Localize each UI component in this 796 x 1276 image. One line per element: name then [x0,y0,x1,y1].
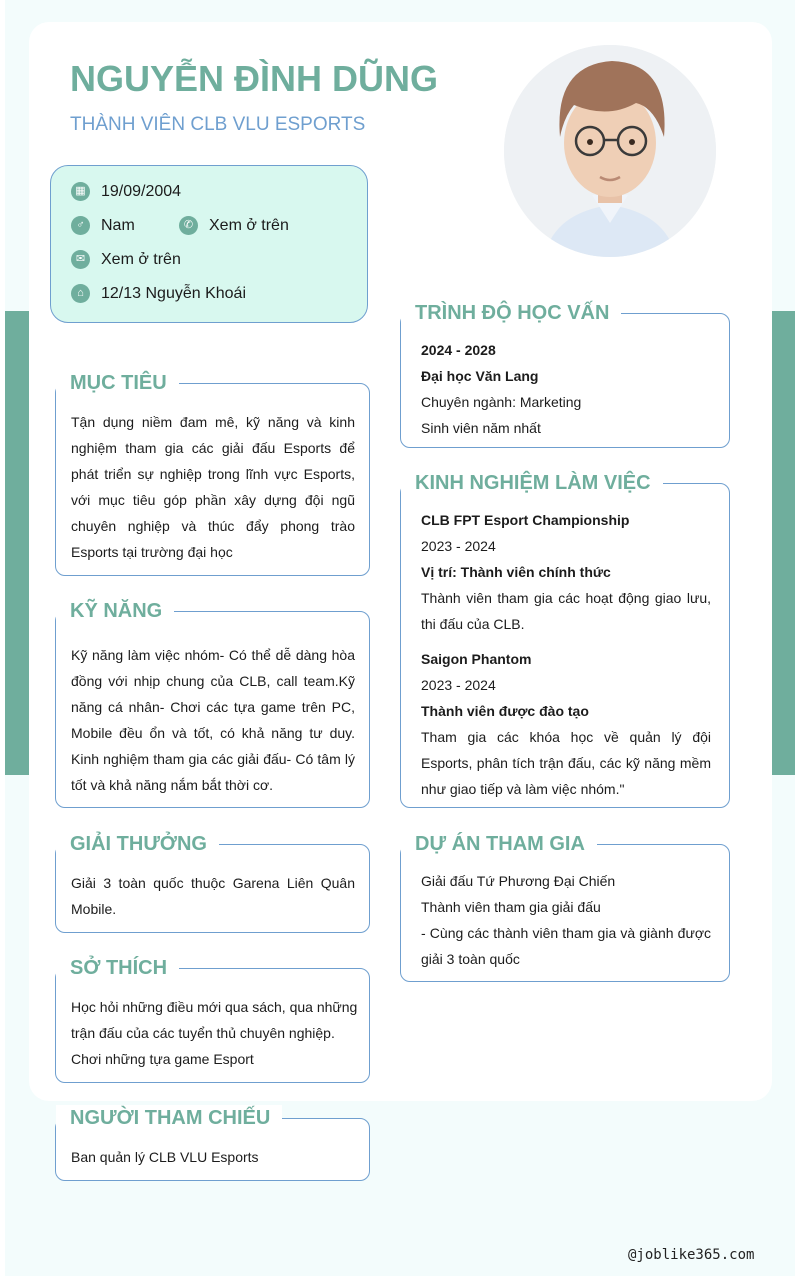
references-title: NGƯỜI THAM CHIẾU [56,1105,282,1131]
objective-text: Tận dụng niềm đam mê, kỹ năng và kinh nghiệm tham gia các giải đấu Esports để phát triển sự nghiệp trong lĩnh vực Esports, với mục tiêu góp phần xây dựng đội ngũ chuyên nghiệp và thúc đẩy phong trào Esports tại trường đại học [71,414,355,560]
contact-phone [179,216,289,235]
mail-icon: ✉ [71,250,90,269]
contact-email [71,250,181,269]
experience-org: CLB FPT Esport Championship [421,512,630,528]
project-description: - Cùng các thành viên tham gia và giành được giải 3 toàn quốc [421,925,711,967]
experience-period: 2023 - 2024 [421,677,496,693]
birthday-value: 19/09/2004 [101,182,182,200]
home-icon: ⌂ [71,284,90,303]
calendar-icon: ▦ [71,182,90,201]
project-role: Thành viên tham gia giải đấu [421,899,601,915]
education-title: TRÌNH ĐỘ HỌC VẤN [401,300,621,326]
experience-position: Vị trí: Thành viên chính thức [421,564,611,580]
avatar [504,45,716,257]
experience-description: Tham gia các khóa học về quản lý đội Esports, phân tích trận đấu, các kỹ năng mềm như giao tiếp và làm việc nhóm." [421,729,711,797]
hobbies-line-2: Chơi những tựa game Esport [71,1051,254,1067]
awards-text: Giải 3 toàn quốc thuộc Garena Liên Quân Mobile. [71,875,355,917]
email-value: Xem ở trên [101,250,181,268]
project-name: Giải đấu Tứ Phương Đại Chiến [421,873,616,889]
hobbies-title: SỞ THÍCH [56,955,179,981]
contact-gender [71,216,135,235]
avatar-portrait [504,45,716,257]
objective-title: MỤC TIÊU [56,370,179,396]
watermark: @joblike365.com [628,1247,755,1263]
skills-title: KỸ NĂNG [56,598,174,624]
candidate-name: NGUYỄN ĐÌNH DŨNG [70,58,439,99]
education-status: Sinh viên năm nhất [421,420,541,436]
contact-birthday [71,182,181,201]
hobbies-line-1: Học hỏi những điều mới qua sách, qua những trận đấu của các tuyển thủ chuyên nghiệp. [71,999,358,1041]
education-content [421,337,716,441]
projects-content [421,868,711,972]
gender-value: Nam [101,216,135,234]
gender-icon: ♂ [71,216,90,235]
address-value: 12/13 Nguyễn Khoái [101,284,246,302]
experience-item-2 [421,646,711,802]
awards-title: GIẢI THƯỞNG [56,831,219,857]
experience-description: Thành viên tham gia các hoạt động giao lưu, thi đấu của CLB. [421,590,711,632]
phone-icon: ✆ [179,216,198,235]
references-text: Ban quản lý CLB VLU Esports [71,1149,259,1165]
phone-value: Xem ở trên [209,216,289,234]
candidate-role: THÀNH VIÊN CLB VLU ESPORTS [70,114,366,135]
experience-item-1 [421,507,711,637]
education-period: 2024 - 2028 [421,342,496,358]
projects-title: DỰ ÁN THAM GIA [401,831,597,857]
experience-period: 2023 - 2024 [421,538,496,554]
contact-address [71,284,246,303]
experience-title: KINH NGHIỆM LÀM VIỆC [401,470,663,496]
skills-text: Kỹ năng làm việc nhóm- Có thể dễ dàng hòa đồng với nhịp chung của CLB, call team.Kỹ năng cá nhân- Chơi các tựa game trên PC, Mobile đều ổn và tốt, có khả năng tư duy. Kinh nghiệm tham gia các giải đấu- Có tâm lý tốt và khả năng nắm bắt thời cơ. [71,647,355,793]
hobbies-text [71,994,361,1072]
experience-position: Thành viên được đào tạo [421,703,589,719]
education-major: Chuyên ngành: Marketing [421,394,582,410]
experience-org: Saigon Phantom [421,651,532,667]
education-school: Đại học Văn Lang [421,368,539,384]
